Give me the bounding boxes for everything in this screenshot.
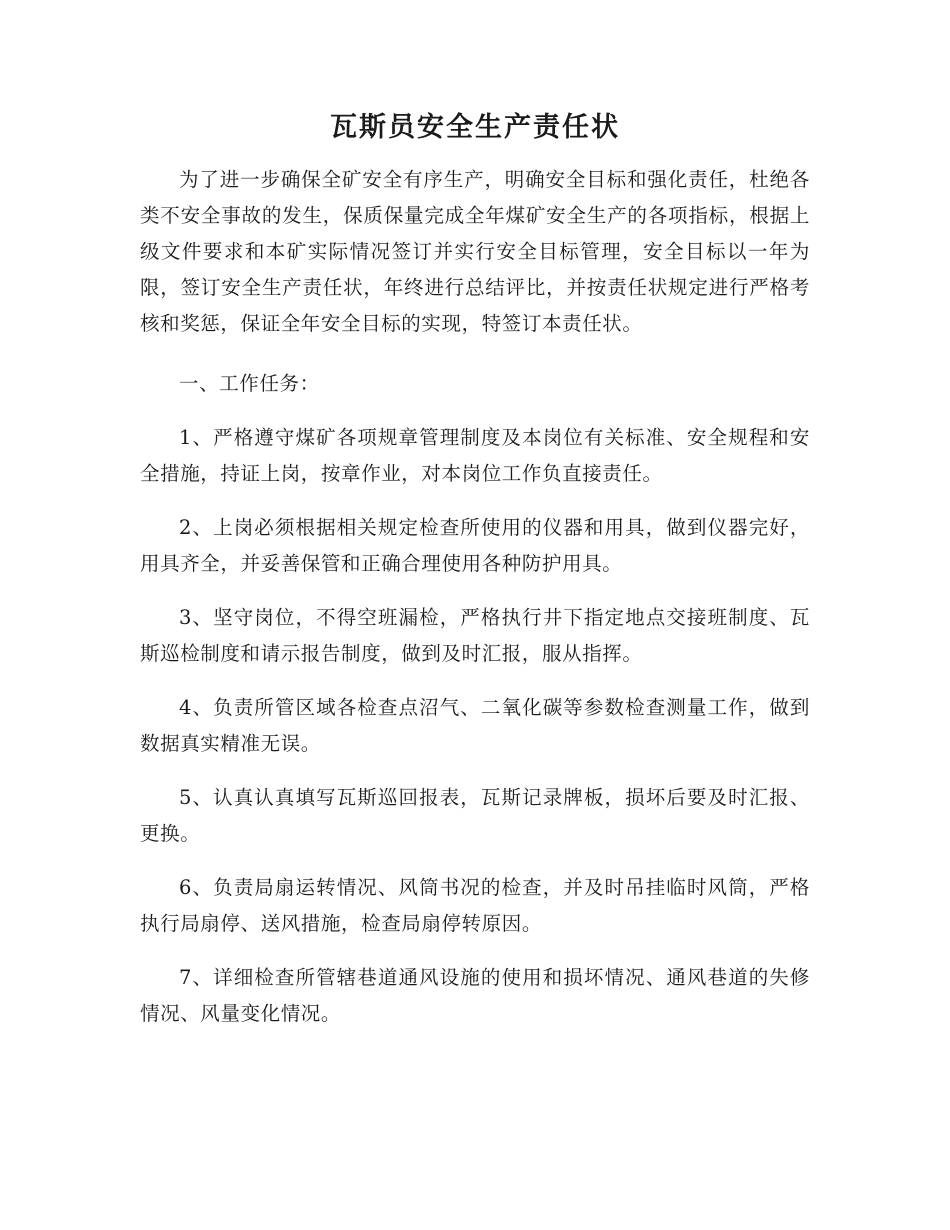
- list-item: 4、负责所管区域各检查点沼气、二氧化碳等参数检查测量工作，做到数据真实精准无误。: [140, 696, 810, 755]
- list-item: 5、认真认真填写瓦斯巡回报表，瓦斯记录牌板，损坏后要及时汇报、更换。: [140, 786, 810, 845]
- list-item: 3、坚守岗位，不得空班漏检，严格执行井下指定地点交接班制度、瓦斯巡检制度和请示报告制度，做到及时汇报，服从指挥。: [140, 606, 810, 665]
- section-heading: 一、工作任务：: [179, 372, 320, 395]
- intro-paragraph: 为了进一步确保全矿安全有序生产，明确安全目标和强化责任，杜绝各类不安全事故的发生，保质保量完成全年煤矿安全生产的各项指标，根据上级文件要求和本矿实际情况签订并实行安全目标管理，安全目标以一年为限，签订安全生产责任状，年终进行总结评比，并按责任状规定进行严格考核和奖惩，保证全年安全目标的实现，特签订本责任状。: [140, 168, 810, 335]
- list-item: 7、详细检查所管辖巷道通风设施的使用和损坏情况、通风巷道的失修情况、风量变化情况。: [140, 966, 810, 1025]
- list-item: 6、负责局扇运转情况、风筒书况的检查，并及时吊挂临时风筒，严格执行局扇停、送风措施，检查局扇停转原因。: [140, 876, 810, 935]
- list-item: 1、严格遵守煤矿各项规章管理制度及本岗位有关标准、安全规程和安全措施，持证上岗，按章作业，对本岗位工作负直接责任。: [140, 426, 810, 485]
- list-item: 2、上岗必须根据相关规定检查所使用的仪器和用具，做到仪器完好，用具齐全，并妥善保管和正确合理使用各种防护用具。: [140, 516, 810, 575]
- document-title: 瓦斯员安全生产责任状: [330, 112, 620, 143]
